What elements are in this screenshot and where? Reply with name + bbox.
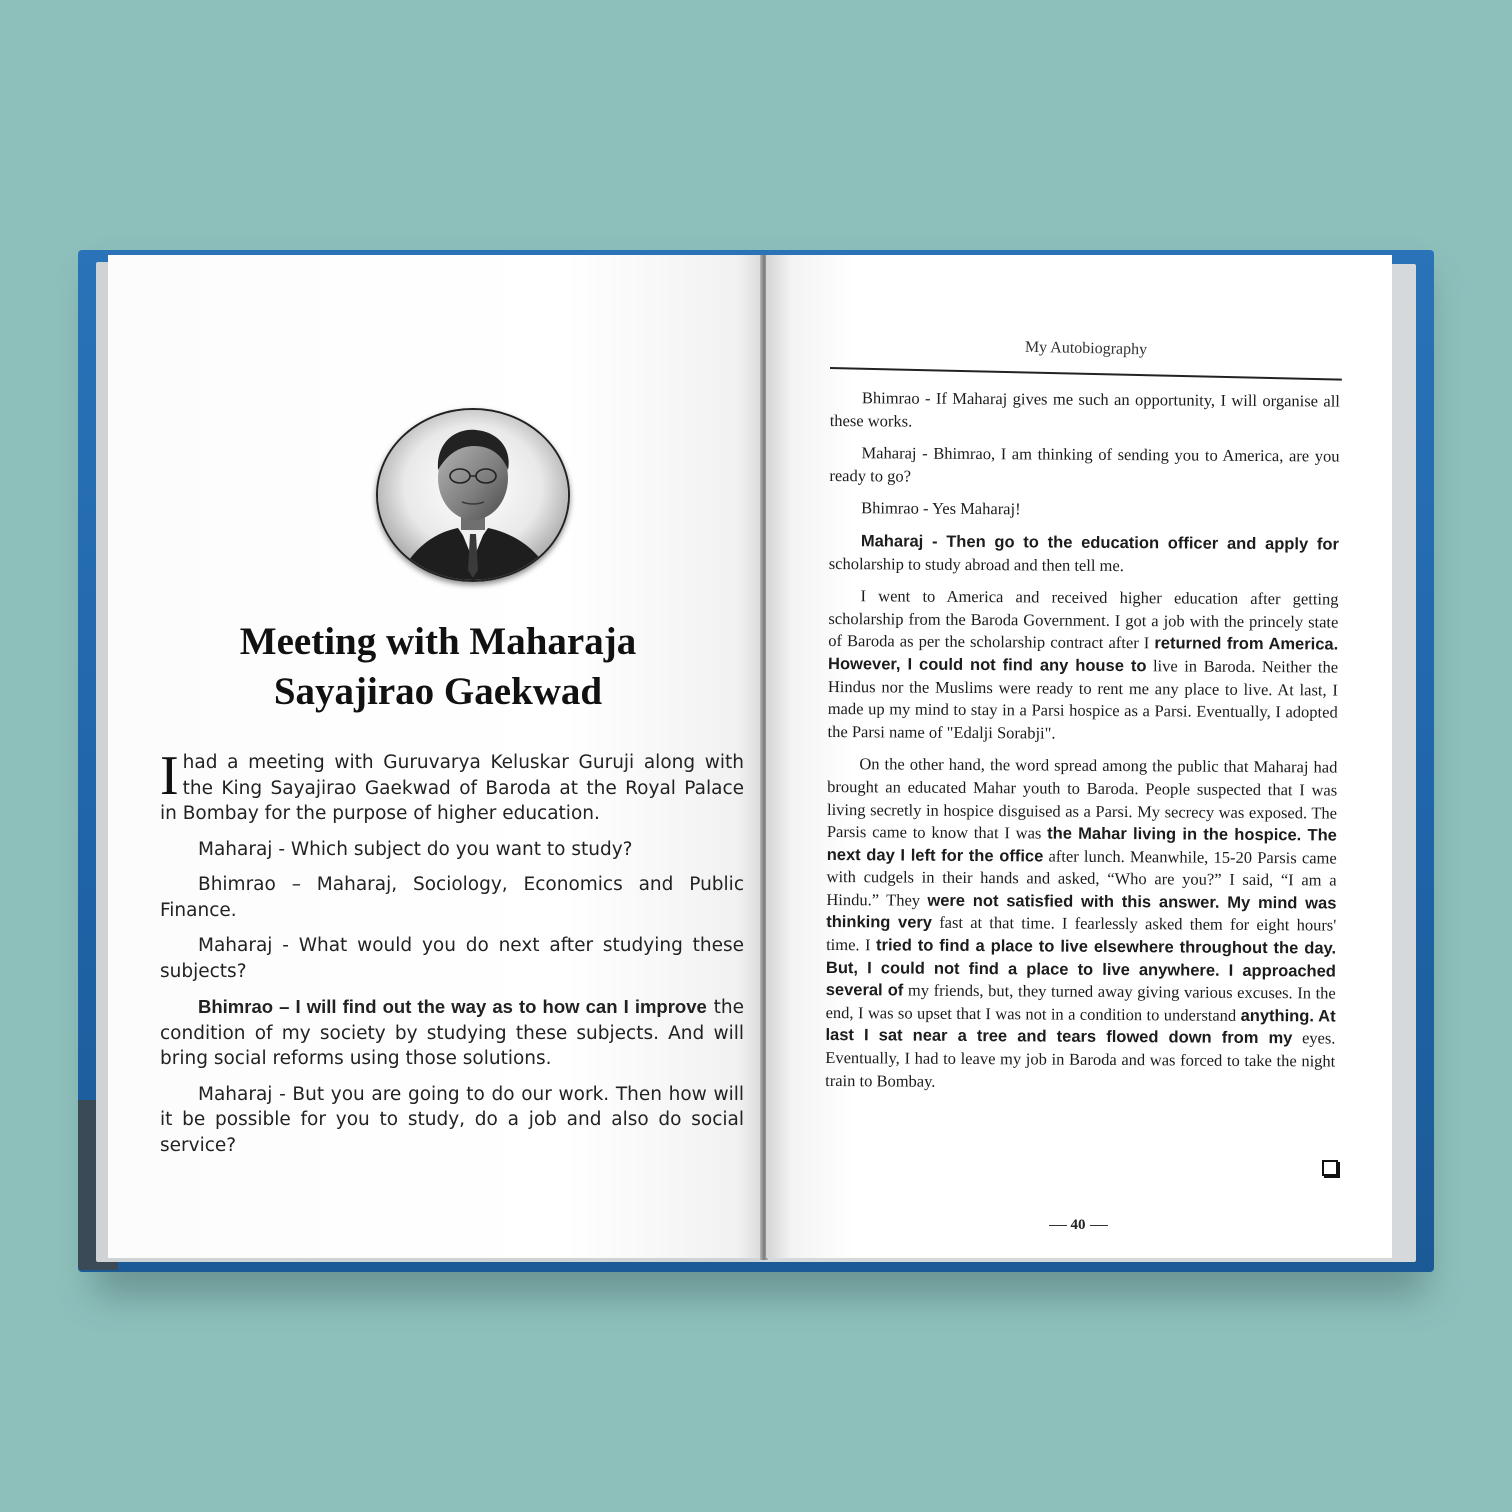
bold-text: were not satisfied with this answer. My mind was thinking very (826, 891, 1337, 933)
paragraph-text: On the other hand, the word spread among the public that Maharaj had brought an educated Mahar youth to Baroda. People suspected that I was living secretly in hospice disguised as a Parsi. My secrecy was exposed. The Parsis came to know that I was (826, 754, 1338, 843)
paragraph-text: scholarship to study abroad and then tell me. (828, 553, 1124, 575)
header-rule (830, 367, 1342, 381)
dialogue-paragraph: Maharaj - But you are going to do our work. Then how will it be possible for you to study, do a job and also do social service? (160, 1083, 744, 1156)
dialogue-paragraph: Maharaj - What would you do next after studying these subjects? (160, 935, 744, 982)
left-page (108, 255, 764, 1258)
paragraph-text: my friends, but, they turned away giving various excuses. In the end, I was so upset that I was not in a condition to understand (825, 980, 1336, 1025)
paragraph-intro (160, 745, 744, 827)
paragraph-text: live in Baroda. Neither the Hindus nor the Muslims were ready to rent me any place to live. At last, I made up my mind to stay in a Parsi hospice as a Parsi. Eventually, I adopted the Parsi name of "Edalji Sorabji". (827, 656, 1339, 743)
narrative-paragraph (825, 753, 1337, 1095)
dialogue-paragraph: Maharaj - Which subject do you want to study? (198, 838, 633, 860)
paragraph-text: the condition of my society by studying these subjects. And will bring social reforms using those solutions. (160, 997, 744, 1069)
dialogue-paragraph: Bhimrao – Maharaj, Sociology, Economics and Public Finance. (160, 874, 744, 921)
bold-text: the Mahar living in the hospice. The next day I left for the office (826, 824, 1337, 866)
dialogue-paragraph: Bhimrao - If Maharaj gives me such an opportunity, I will organise all these works. (829, 388, 1340, 431)
bold-text: anything. At last I sat near a tree and tears flowed down from my (825, 1006, 1336, 1048)
dialogue-paragraph (829, 530, 1339, 579)
page-number (1028, 1217, 1128, 1234)
left-page-body (160, 745, 744, 1168)
ornament-line-icon (1049, 1225, 1067, 1226)
paragraph-text: eyes. Eventually, I had to leave my job in Baroda and was forced to take the night train to Bombay. (825, 1028, 1336, 1091)
drop-cap: I (160, 745, 179, 807)
right-page (766, 255, 1392, 1258)
paragraph-text: I went to America and received higher education after getting scholarship from the Baroda Government. I got a job with the princely state of Baroda as per the scholarship contract after I (828, 586, 1339, 653)
paragraph-intro-text: had a meeting with Guruvarya Keluskar Guruji along with the King Sayajirao Gaekwad of Baroda at the Royal Palace in Bombay for the purpose of higher education. (160, 752, 744, 824)
paragraph-text: after lunch. Meanwhile, 15-20 Parsis came with cudgels in their hands and asked, “Who are you?” I said, “I am a Hindu.” They (826, 846, 1337, 910)
bold-text: Bhimrao – I will find out the way as to how can I improve (198, 996, 707, 1017)
chapter-title-line2: Sayajirao Gaekwad (273, 670, 603, 713)
chapter-title-line1: Meeting with Maharaja (239, 620, 637, 663)
narrative-paragraph (828, 585, 1339, 747)
paragraph-text: fast at that time. I fearlessly asked them for eight hours' time. I (826, 913, 1337, 955)
running-head: My Autobiography (1024, 338, 1148, 359)
bold-text: tried to find a place to live elsewhere throughout the day. But, I could not find a place to live anywhere. I approached several of (825, 936, 1337, 1000)
bold-text: Maharaj - Then go to the education officer and apply for (860, 532, 1339, 554)
end-of-chapter-icon (1322, 1160, 1338, 1176)
right-page-body (825, 387, 1340, 1106)
chapter-title (168, 617, 708, 717)
bold-text: returned from America. However, I could not find any house to (828, 634, 1339, 676)
author-portrait (376, 408, 570, 582)
ornament-line-icon (1090, 1225, 1108, 1226)
dialogue-paragraph: Maharaj - Bhimrao, I am thinking of sending you to America, are you ready to go? (829, 443, 1340, 486)
page-number-text: 40 (1070, 1217, 1086, 1233)
portrait-illustration (378, 410, 568, 580)
dialogue-paragraph: Bhimrao - Yes Maharaj! (861, 498, 1021, 519)
dialogue-paragraph (160, 994, 744, 1072)
